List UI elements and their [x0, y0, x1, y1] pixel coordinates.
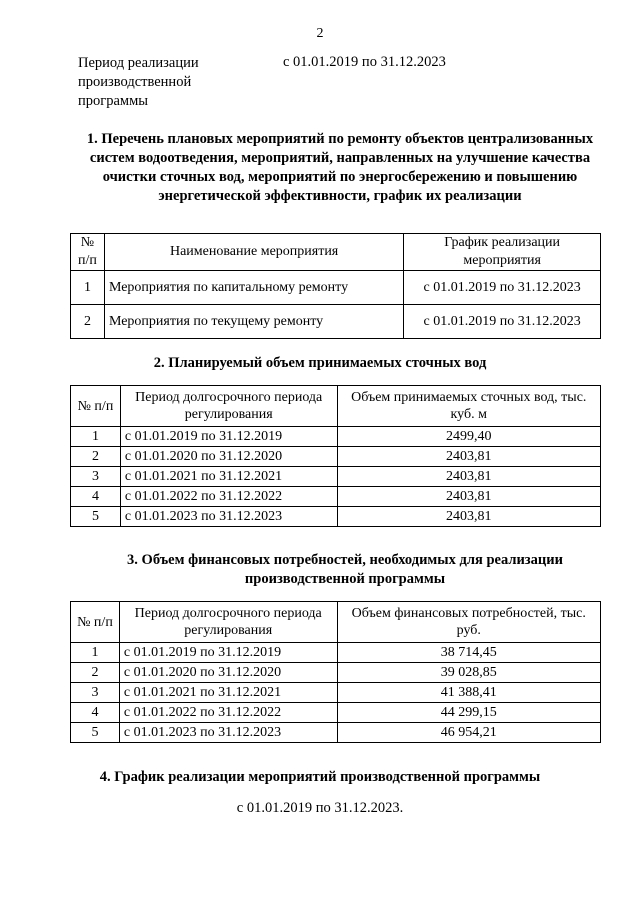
header-period: Период долгосрочного периода регулирования: [119, 602, 337, 643]
row-number: 1: [71, 643, 120, 663]
table-row: [71, 271, 601, 305]
table-row: [71, 663, 601, 683]
header-number: № п/п: [71, 602, 120, 643]
header-financial-needs: Объем финансовых потребностей, тыс. руб.: [337, 602, 600, 643]
row-number: 2: [71, 447, 121, 467]
row-amount: 46 954,21: [337, 723, 600, 743]
measure-schedule: с 01.01.2019 по 31.12.2023: [404, 271, 601, 305]
table-row: [71, 507, 601, 527]
table-header-row: [71, 386, 601, 427]
table-row: [71, 427, 601, 447]
row-period: с 01.01.2023 по 31.12.2023: [120, 507, 337, 527]
row-number: 3: [71, 683, 120, 703]
table-row: [71, 467, 601, 487]
table-header-row: [71, 234, 601, 271]
row-period: с 01.01.2022 по 31.12.2022: [120, 487, 337, 507]
row-period: с 01.01.2020 по 31.12.2020: [119, 663, 337, 683]
row-period: с 01.01.2022 по 31.12.2022: [119, 703, 337, 723]
row-period: с 01.01.2020 по 31.12.2020: [120, 447, 337, 467]
header-measure-name: Наименование мероприятия: [104, 234, 403, 271]
section1-title: 1. Перечень плановых мероприятий по ремонту объектов централизованных систем водоотведения, мероприятий, направленных на улучшение качества очистки сточных вод, мероприятий по энергосбережению и повышению энергетической эффективности, график их реализации: [86, 131, 594, 204]
row-period: с 01.01.2021 по 31.12.2021: [119, 683, 337, 703]
row-number: 5: [71, 507, 121, 527]
page-number: 2: [316, 26, 324, 41]
measures-table: [70, 233, 601, 339]
table-row: [71, 305, 601, 339]
table-row: [71, 723, 601, 743]
row-amount: 44 299,15: [337, 703, 600, 723]
measure-name: Мероприятия по текущему ремонту: [104, 305, 403, 339]
row-volume: 2403,81: [337, 487, 600, 507]
header-volume: Объем принимаемых сточных вод, тыс. куб. м: [337, 386, 600, 427]
row-period: с 01.01.2021 по 31.12.2021: [120, 467, 337, 487]
row-volume: 2403,81: [337, 447, 600, 467]
row-volume: 2499,40: [337, 427, 600, 447]
row-number: 1: [71, 427, 121, 447]
header-schedule: График реализации мероприятия: [404, 234, 601, 271]
row-number: 4: [71, 703, 120, 723]
section4-title: 4. График реализации мероприятий производственной программы: [99, 769, 541, 785]
row-volume: 2403,81: [337, 467, 600, 487]
row-amount: 41 388,41: [337, 683, 600, 703]
measure-name: Мероприятия по капитальному ремонту: [104, 271, 403, 305]
row-number: 3: [71, 467, 121, 487]
row-period: с 01.01.2019 по 31.12.2019: [119, 643, 337, 663]
row-number: 5: [71, 723, 120, 743]
row-number: 4: [71, 487, 121, 507]
row-volume: 2403,81: [337, 507, 600, 527]
wastewater-volume-table: [70, 385, 601, 527]
header-number: № п/п: [71, 234, 105, 271]
row-period: с 01.01.2019 по 31.12.2019: [120, 427, 337, 447]
row-number: 2: [71, 305, 105, 339]
period-value: с 01.01.2019 по 31.12.2023: [283, 54, 446, 70]
table-row: [71, 487, 601, 507]
section4-period: с 01.01.2019 по 31.12.2023.: [236, 800, 404, 816]
table-row: [71, 683, 601, 703]
row-number: 1: [71, 271, 105, 305]
row-period: с 01.01.2023 по 31.12.2023: [119, 723, 337, 743]
table-header-row: [71, 602, 601, 643]
period-label: Период реализации производственной программы: [78, 55, 199, 109]
table-row: [71, 643, 601, 663]
header-number: № п/п: [71, 386, 121, 427]
row-number: 2: [71, 663, 120, 683]
row-amount: 39 028,85: [337, 663, 600, 683]
row-amount: 38 714,45: [337, 643, 600, 663]
table-row: [71, 447, 601, 467]
measure-schedule: с 01.01.2019 по 31.12.2023: [404, 305, 601, 339]
financial-needs-table: [70, 601, 601, 743]
section2-title: 2. Планируемый объем принимаемых сточных вод: [153, 355, 487, 371]
section3-title: 3. Объем финансовых потребностей, необходимых для реализации производственной программы: [127, 552, 563, 587]
header-period: Период долгосрочного периода регулирования: [120, 386, 337, 427]
table-row: [71, 703, 601, 723]
